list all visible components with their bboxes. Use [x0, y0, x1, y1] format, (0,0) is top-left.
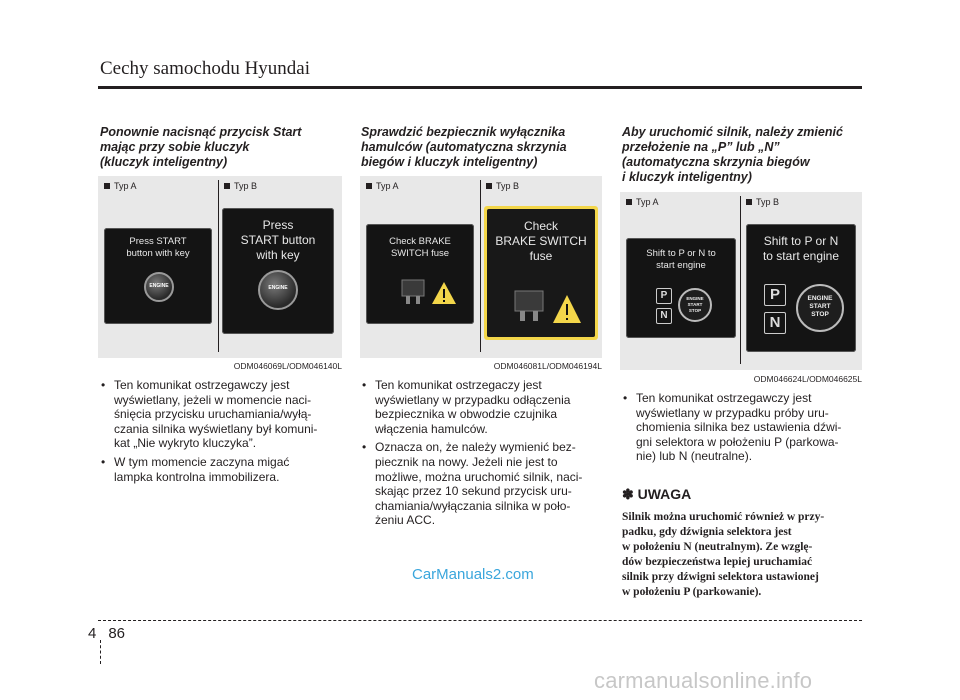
fuse-warning-icon — [513, 287, 583, 329]
screen-message: Press START button with key — [240, 218, 316, 262]
list-item: • Ten komunikat ostrzegawczy jest wyświetlany w przypadku próby uru- chomienia silnika bez ustawienia dźwi- gni selektora w położeniu P (parkowa- nie) lub N (neutralne). — [623, 391, 842, 464]
bullet-list-3 — [622, 391, 866, 468]
screen-message: Press START button with key — [126, 236, 190, 259]
heading-line: Ponownie nacisnąć przycisk Start — [100, 125, 302, 139]
type-separator — [480, 180, 481, 352]
engine-start-stop-icon: ENGINE START STOP — [678, 288, 712, 322]
smart-key-icon: ENGINE — [258, 270, 298, 310]
engine-start-stop-icon: ENGINE START STOP — [796, 284, 844, 332]
gear-n-icon: N — [764, 312, 786, 334]
type-b-label: Typ B — [746, 197, 779, 207]
heading-line: mając przy sobie kluczyk — [100, 140, 250, 154]
page-number-divider — [100, 640, 101, 664]
heading-line: hamulców (automatyczna skrzynia — [361, 140, 567, 154]
cluster-screen-b — [484, 206, 598, 340]
heading-line: biegów i kluczyk inteligentny) — [361, 155, 538, 169]
figure-code-1: ODM046069L/ODM046140L — [233, 361, 342, 371]
cluster-screen-a — [104, 228, 212, 324]
header-rule — [98, 86, 862, 89]
type-b-label: Typ B — [486, 181, 519, 191]
type-separator — [218, 180, 219, 352]
footer-rule — [98, 620, 862, 621]
bullet-list-1 — [100, 378, 344, 488]
cluster-screen-a — [366, 224, 474, 324]
list-item: • Oznacza on, że należy wymienić bez- piecznik na nowy. Jeżeli nie jest to możliwe, można uruchomić silnik, naci- skając przez 10 sekund przycisk uru- chamiania/wyłączania silnika w poło- żeniu ACC. — [362, 440, 583, 528]
list-item: • W tym momencie zaczyna migać lampka kontrolna immobilizera. — [101, 454, 290, 484]
fuse-warning-icon — [400, 276, 460, 310]
cluster-screen-a — [626, 238, 736, 338]
figure-code-3: ODM046624L/ODM046625L — [753, 374, 862, 384]
bullet-list-2 — [361, 378, 605, 532]
screen-message: Shift to P or N to start engine — [646, 248, 716, 271]
heading-line: Aby uruchomić silnik, należy zmienić — [622, 125, 843, 139]
cluster-screen-b — [222, 208, 334, 334]
list-item: • Ten komunikat ostrzegawczy jest wyświetlany, jeżeli w momencie naci- śnięcia przycisku uruchamiania/wyłą- czania silnika wyświetlany był komuni- kat „Nie wykryto kluczyka”. — [101, 378, 318, 451]
heading-line: (automatyczna skrzynia biegów — [622, 155, 810, 169]
gear-p-icon: P — [764, 284, 786, 306]
screen-message: Shift to P or N to start engine — [762, 234, 840, 263]
cluster-screen-b — [746, 224, 856, 352]
page-header-title: Cechy samochodu Hyundai — [100, 58, 311, 79]
type-a-label: Typ A — [626, 197, 659, 207]
heading-line: przełożenie na „P” lub „N” — [622, 140, 780, 154]
screen-message: Check BRAKE SWITCH fuse — [389, 236, 451, 259]
gear-p-icon: P — [656, 288, 672, 304]
note-title: ✽ UWAGA — [622, 486, 692, 502]
figure-code-2: ODM046081L/ODM046194L — [493, 361, 602, 371]
heading-line: Sprawdzić bezpiecznik wyłącznika — [361, 125, 566, 139]
heading-line: (kluczyk inteligentny) — [100, 155, 228, 169]
type-separator — [740, 196, 741, 364]
section-heading-2 — [361, 125, 567, 170]
gear-n-icon: N — [656, 308, 672, 324]
type-a-label: Typ A — [366, 181, 399, 191]
figure-panel-1 — [98, 176, 342, 358]
type-a-label: Typ A — [104, 181, 137, 191]
screen-message: Check BRAKE SWITCH fuse — [495, 219, 587, 263]
watermark-link[interactable]: CarManuals2.com — [412, 566, 534, 583]
engine-button-icon: ENGINE — [144, 272, 174, 302]
figure-panel-3 — [620, 192, 862, 370]
footer-site-watermark[interactable]: carmanualsonline.info — [594, 668, 813, 693]
list-item: • Ten komunikat ostrzegaczy jest wyświetlany w przypadku odłączenia bezpiecznika w obwodzie czujnika włączenia hamulców. — [362, 378, 571, 436]
section-heading-3 — [622, 125, 843, 185]
figure-panel-2 — [360, 176, 602, 358]
page-number: 4 86 — [88, 625, 126, 642]
heading-line: i kluczyk inteligentny) — [622, 170, 752, 184]
section-heading-1 — [100, 125, 301, 170]
note-text: Silnik można uruchomić również w przy- padku, gdy dźwignia selektora jest w położeniu N (neutralnym). Ze wzglę- dów bezpieczeństwa lepiej uruchamiać silnik przy dźwigni selektora ustawionej w położeniu P (parkowanie). — [622, 511, 825, 598]
type-b-label: Typ B — [224, 181, 257, 191]
